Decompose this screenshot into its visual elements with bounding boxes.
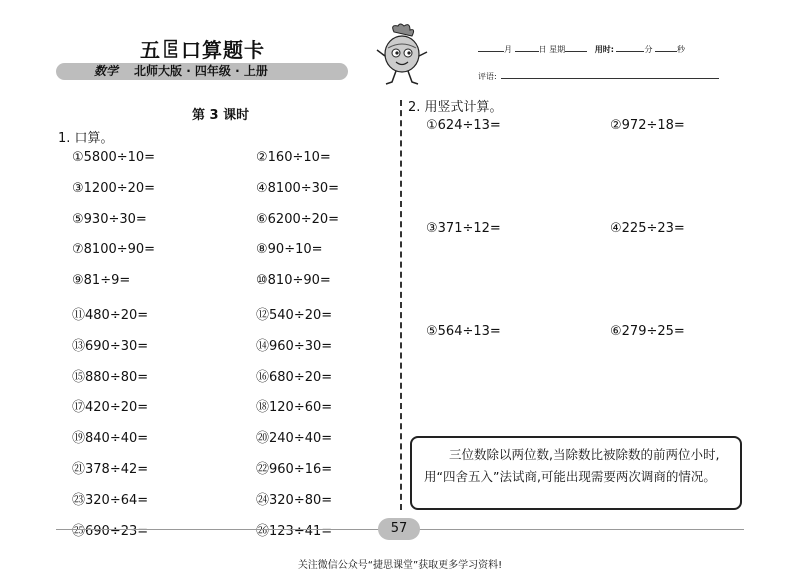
section-1-title: 1. 口算。 [58,131,114,146]
title-e-letter: E [163,38,180,63]
oral-calc-item: ③1200÷20= [72,180,156,196]
section-2-title: 2. 用竖式计算。 [408,100,503,115]
page-number: 57 [378,518,420,540]
oral-calc-item: ⑱120÷60= [256,400,333,416]
comment-line [478,70,719,82]
oral-calc-item: ⑮880÷80= [72,369,149,385]
oral-calc-item: ⑥6200÷20= [256,211,340,227]
second-blank[interactable] [655,43,677,52]
subject-label: 数学 [94,64,119,78]
card-title [140,34,265,63]
tip-text: 三位数除以两位数,当除数比被除数的前两位小时,用“四舍五入”法试商,可能出现需要两次调商的情况。 [424,447,720,484]
vertical-calc-item: ③371÷12= [426,221,501,236]
month-blank[interactable] [478,43,504,52]
vertical-calc-item: ⑤564÷13= [426,324,501,339]
vertical-calc-item: ①624÷13= [426,118,501,133]
edition-label: 北师大版 · 四年级 · 上册 [134,64,268,78]
oral-calc-item: ⑤930÷30= [72,211,147,227]
oral-calc-item: ㉑378÷42= [72,462,149,477]
oral-calc-item: ⑦8100÷90= [72,242,156,258]
minute-label: 分 [644,45,653,54]
oral-calc-item: ㉕690÷23= [72,523,149,539]
subject-bar [56,63,348,80]
comment-blank[interactable] [501,70,719,79]
date-time-line [478,43,685,55]
second-label: 秒 [677,45,686,54]
minute-blank[interactable] [616,43,644,52]
oral-calc-item: ㉓320÷64= [72,492,149,508]
oral-calc-item: ②160÷10= [256,150,331,165]
oral-calc-item: ⑭960÷30= [256,338,333,354]
oral-calc-item: ⑲840÷40= [72,431,149,447]
oral-calc-item: ㉒960÷16= [256,462,333,477]
oral-calc-item: ①5800÷10= [72,150,156,165]
month-label: 月 [504,45,512,54]
day-label: 日 [538,45,547,54]
vertical-calc-item: ④225÷23= [610,221,685,236]
vertical-calc-item: ②972÷18= [610,118,685,133]
footer-note: 关注微信公众号“捷思课堂”获取更多学习资料! [297,560,503,571]
oral-calc-item: ⑳240÷40= [256,431,333,447]
week-blank[interactable] [565,43,587,52]
oral-calc-item: ⑬690÷30= [72,338,149,354]
oral-calc-item: ⑪480÷20= [72,308,149,323]
oral-calc-item: ④8100÷30= [256,180,340,196]
title-suffix: 口算题卡 [181,38,266,62]
comment-label: 评语: [478,72,497,81]
week-label: 星期 [549,45,566,54]
oral-calc-item: ㉔320÷80= [256,492,333,508]
oral-calc-item: ⑩810÷90= [256,273,331,289]
tip-box [410,436,742,510]
time-label: 用时: [594,45,614,54]
oral-calc-item: ⑨81÷9= [72,273,131,289]
day-blank[interactable] [515,43,539,52]
oral-calc-item: ⑯680÷20= [256,369,333,385]
vertical-calc-item: ⑥279÷25= [610,324,685,339]
column-divider [400,100,402,510]
lesson-title: 第 3 课时 [192,108,250,123]
oral-calc-item: ⑧90÷10= [256,242,323,258]
title-prefix: 五 [140,38,161,62]
oral-calc-item: ⑰420÷20= [72,400,149,416]
oral-calc-item: ㉖123÷41= [256,523,333,539]
mascot-icon [372,22,432,90]
oral-calc-item: ⑫540÷20= [256,308,333,323]
